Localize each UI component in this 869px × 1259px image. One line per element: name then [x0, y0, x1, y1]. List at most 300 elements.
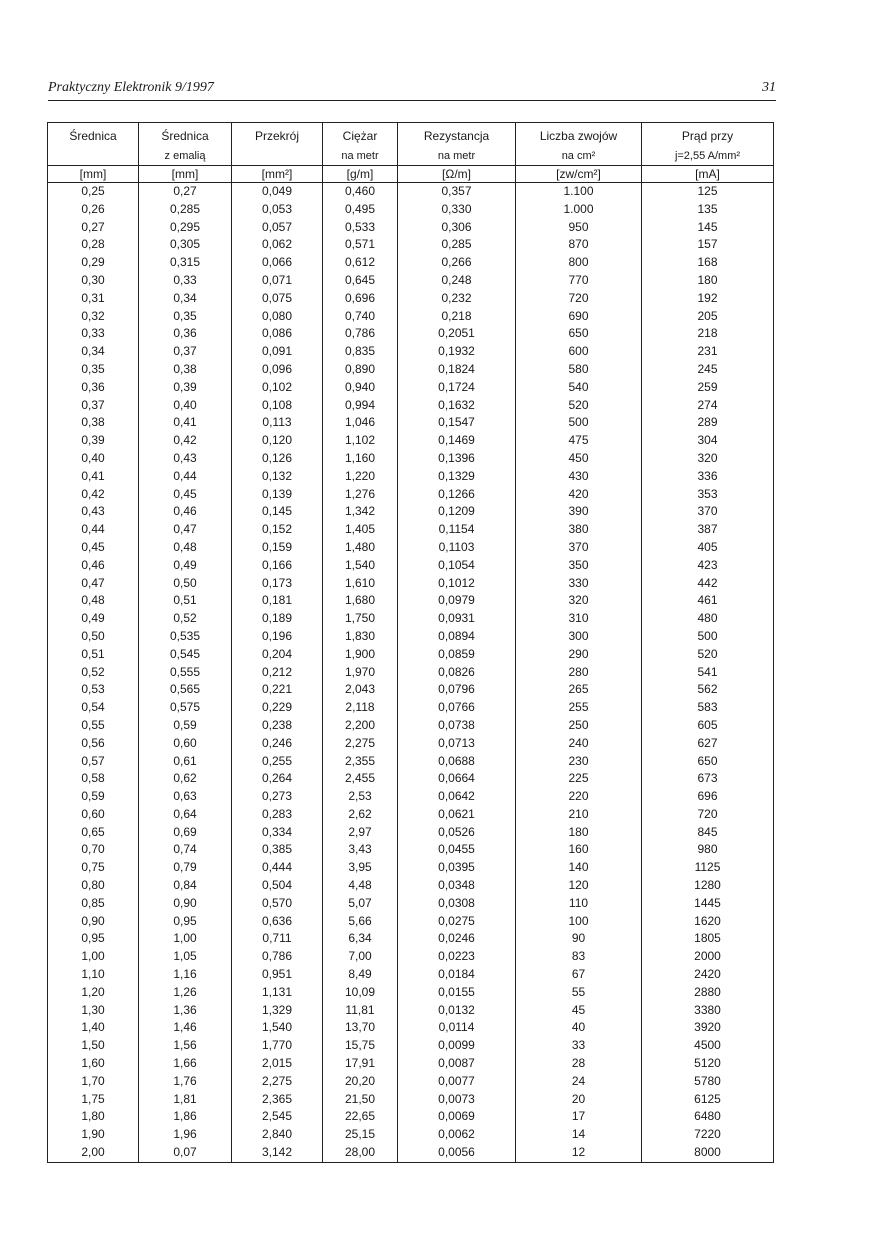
table-cell: 22,65 [323, 1108, 398, 1126]
table-cell: 245 [642, 361, 774, 379]
table-cell: 0,1932 [398, 343, 516, 361]
table-cell: 1,131 [232, 984, 323, 1002]
table-cell: 0,60 [139, 735, 232, 753]
table-cell: 0,166 [232, 557, 323, 575]
table-cell: 0,40 [81, 450, 105, 465]
table-cell: 0,0069 [398, 1108, 516, 1126]
col-title: Liczba zwojów [516, 123, 642, 150]
col-subtitle [48, 149, 139, 166]
table-cell: 17,91 [323, 1055, 398, 1073]
table-cell: 0,786 [323, 325, 398, 343]
table-cell: 0,56 [81, 735, 105, 750]
table-cell: 0,152 [232, 521, 323, 539]
table-cell: 0,132 [232, 468, 323, 486]
table-cell: 3380 [642, 1002, 774, 1020]
table-cell: 0,696 [323, 290, 398, 308]
table-cell: 2,200 [323, 717, 398, 735]
table-cell: 0,37 [139, 343, 232, 361]
table-cell: 274 [642, 397, 774, 415]
table-row [48, 325, 774, 343]
table-cell: 0,1103 [398, 539, 516, 557]
table-cell: 690 [516, 308, 642, 326]
table-cell: 0,57 [81, 753, 105, 768]
table-cell: 180 [642, 272, 774, 290]
table-cell: 0,385 [232, 841, 323, 859]
table-cell: 1,80 [81, 1109, 105, 1124]
table-cell: 120 [516, 877, 642, 895]
table-cell: 0,1547 [398, 414, 516, 432]
table-cell: 0,0894 [398, 628, 516, 646]
table-cell: 1,75 [81, 1091, 105, 1106]
table-cell: 0,0184 [398, 966, 516, 984]
table-row [48, 379, 774, 397]
table-cell: 430 [516, 468, 642, 486]
table-cell: 0,29 [81, 255, 105, 270]
table-cell: 205 [642, 308, 774, 326]
table-cell: 13,70 [323, 1019, 398, 1037]
table-cell: 0,951 [232, 966, 323, 984]
col-subtitle: na cm² [516, 149, 642, 166]
table-cell: 0,555 [139, 664, 232, 682]
table-cell: 0,305 [139, 236, 232, 254]
table-cell: 0,285 [398, 236, 516, 254]
col-subtitle: j=2,55 A/mm² [642, 149, 774, 166]
table-cell: 0,75 [81, 860, 105, 875]
table-cell: 1,970 [323, 664, 398, 682]
table-row [48, 717, 774, 735]
table-cell: 3920 [642, 1019, 774, 1037]
table-cell: 1,20 [81, 984, 105, 999]
table-row [48, 913, 774, 931]
table-cell: 1,70 [81, 1073, 105, 1088]
table-cell: 0,145 [232, 503, 323, 521]
table-row [48, 1002, 774, 1020]
table-cell: 0,232 [398, 290, 516, 308]
table-cell: 0,0073 [398, 1091, 516, 1109]
table-cell: 1,86 [139, 1108, 232, 1126]
table-cell: 320 [642, 450, 774, 468]
table-cell: 0,26 [81, 201, 105, 216]
table-cell: 0,35 [139, 308, 232, 326]
table-cell: 230 [516, 753, 642, 771]
table-cell: 2,53 [323, 788, 398, 806]
header-row-subtitles [48, 149, 774, 166]
table-cell: 0,0077 [398, 1073, 516, 1091]
table-cell: 1,90 [81, 1127, 105, 1142]
table-row [48, 699, 774, 717]
table-cell: 1,96 [139, 1126, 232, 1144]
table-cell: 210 [516, 806, 642, 824]
table-row [48, 1037, 774, 1055]
table-cell: 1,10 [81, 967, 105, 982]
table-cell: 0,62 [139, 770, 232, 788]
table-cell: 1,56 [139, 1037, 232, 1055]
table-cell: 562 [642, 681, 774, 699]
table-cell: 218 [642, 325, 774, 343]
table-cell: 3,142 [232, 1144, 323, 1162]
table-row [48, 432, 774, 450]
table-cell: 0,0062 [398, 1126, 516, 1144]
table-cell: 1,680 [323, 592, 398, 610]
table-body [48, 183, 774, 1163]
table-cell: 770 [516, 272, 642, 290]
table-cell: 1,540 [232, 1019, 323, 1037]
table-row [48, 290, 774, 308]
table-cell: 0,27 [139, 183, 232, 201]
table-cell: 0,41 [81, 468, 105, 483]
table-cell: 220 [516, 788, 642, 806]
table-cell: 1,16 [139, 966, 232, 984]
table-cell: 55 [516, 984, 642, 1002]
col-title: Rezystancja [398, 123, 516, 150]
table-cell: 0,196 [232, 628, 323, 646]
table-cell: 0,173 [232, 575, 323, 593]
table-cell: 673 [642, 770, 774, 788]
table-cell: 0,33 [81, 326, 105, 341]
table-cell: 0,740 [323, 308, 398, 326]
table-cell: 0,460 [323, 183, 398, 201]
table-cell: 0,43 [81, 504, 105, 519]
table-cell: 0,44 [81, 522, 105, 537]
table-cell: 0,64 [139, 806, 232, 824]
table-cell: 0,1012 [398, 575, 516, 593]
table-cell: 0,44 [139, 468, 232, 486]
table-cell: 0,0713 [398, 735, 516, 753]
table-cell: 520 [516, 397, 642, 415]
table-cell: 2,275 [323, 735, 398, 753]
table-cell: 423 [642, 557, 774, 575]
table-cell: 1,60 [81, 1056, 105, 1071]
table-cell: 2,62 [323, 806, 398, 824]
table-cell: 304 [642, 432, 774, 450]
table-cell: 0,711 [232, 930, 323, 948]
table-cell: 0,1266 [398, 486, 516, 504]
table-cell: 0,49 [81, 611, 105, 626]
table-cell: 540 [516, 379, 642, 397]
table-cell: 2,455 [323, 770, 398, 788]
table-cell: 0,108 [232, 397, 323, 415]
table-cell: 83 [516, 948, 642, 966]
table-cell: 0,0155 [398, 984, 516, 1002]
table-cell: 0,495 [323, 201, 398, 219]
table-row [48, 557, 774, 575]
table-row [48, 753, 774, 771]
table-cell: 353 [642, 486, 774, 504]
header-row-units [48, 166, 774, 183]
table-cell: 6125 [642, 1091, 774, 1109]
table-cell: 1,102 [323, 432, 398, 450]
table-cell: 1,750 [323, 610, 398, 628]
table-cell: 0,48 [139, 539, 232, 557]
table-cell: 0,315 [139, 254, 232, 272]
table-cell: 1,40 [81, 1020, 105, 1035]
table-cell: 0,51 [139, 592, 232, 610]
wire-table [47, 122, 774, 1163]
table-cell: 583 [642, 699, 774, 717]
table-cell: 370 [516, 539, 642, 557]
table-cell: 0,1724 [398, 379, 516, 397]
table-cell: 2,015 [232, 1055, 323, 1073]
table-cell: 3,95 [323, 859, 398, 877]
table-cell: 180 [516, 824, 642, 842]
table-cell: 0,39 [81, 433, 105, 448]
table-cell: 7220 [642, 1126, 774, 1144]
table-row [48, 735, 774, 753]
col-unit: [mm²] [232, 166, 323, 183]
table-cell: 0,645 [323, 272, 398, 290]
table-cell: 0,159 [232, 539, 323, 557]
table-cell: 0,74 [139, 841, 232, 859]
table-cell: 290 [516, 646, 642, 664]
table-cell: 0,612 [323, 254, 398, 272]
table-cell: 0,212 [232, 664, 323, 682]
table-cell: 0,53 [81, 682, 105, 697]
table-row [48, 1091, 774, 1109]
table-cell: 1620 [642, 913, 774, 931]
table-cell: 168 [642, 254, 774, 272]
table-cell: 0,053 [232, 201, 323, 219]
table-cell: 0,30 [81, 272, 105, 287]
table-cell: 265 [516, 681, 642, 699]
table-cell: 0,080 [232, 308, 323, 326]
table-cell: 0,126 [232, 450, 323, 468]
table-row [48, 592, 774, 610]
table-cell: 845 [642, 824, 774, 842]
table-cell: 0,41 [139, 414, 232, 432]
table-cell: 67 [516, 966, 642, 984]
table-cell: 450 [516, 450, 642, 468]
table-cell: 4500 [642, 1037, 774, 1055]
table-cell: 0,285 [139, 201, 232, 219]
table-cell: 627 [642, 735, 774, 753]
table-cell: 0,096 [232, 361, 323, 379]
table-cell: 1,36 [139, 1002, 232, 1020]
col-title: Prąd przy [642, 123, 774, 150]
table-cell: 0,60 [81, 806, 105, 821]
col-unit: [mm] [48, 166, 139, 183]
table-cell: 140 [516, 859, 642, 877]
table-cell: 20 [516, 1091, 642, 1109]
col-subtitle: na metr [398, 149, 516, 166]
table-cell: 1.100 [516, 183, 642, 201]
table-cell: 336 [642, 468, 774, 486]
table-row [48, 503, 774, 521]
table-cell: 0,28 [81, 237, 105, 252]
table-cell: 0,246 [232, 735, 323, 753]
table-cell: 0,0099 [398, 1037, 516, 1055]
table-cell: 2,00 [81, 1145, 105, 1160]
table-cell: 0,36 [139, 325, 232, 343]
table-cell: 0,218 [398, 308, 516, 326]
table-cell: 0,95 [81, 931, 105, 946]
table-cell: 0,46 [81, 557, 105, 572]
table-row [48, 343, 774, 361]
table-cell: 0,545 [139, 646, 232, 664]
table-cell: 250 [516, 717, 642, 735]
table-cell: 1,540 [323, 557, 398, 575]
table-cell: 320 [516, 592, 642, 610]
table-row [48, 272, 774, 290]
table-cell: 0,43 [139, 450, 232, 468]
table-cell: 1,480 [323, 539, 398, 557]
table-cell: 0,229 [232, 699, 323, 717]
table-cell: 0,0642 [398, 788, 516, 806]
table-cell: 10,09 [323, 984, 398, 1002]
table-cell: 0,45 [81, 539, 105, 554]
table-cell: 0,062 [232, 236, 323, 254]
table-cell: 370 [642, 503, 774, 521]
table-cell: 0,071 [232, 272, 323, 290]
running-head [48, 80, 776, 101]
table-cell: 0,273 [232, 788, 323, 806]
table-cell: 0,34 [81, 344, 105, 359]
table-row [48, 397, 774, 415]
table-cell: 0,54 [81, 700, 105, 715]
table-cell: 157 [642, 236, 774, 254]
table-cell: 125 [642, 183, 774, 201]
table-cell: 0,0223 [398, 948, 516, 966]
table-cell: 0,61 [139, 753, 232, 771]
table-cell: 1,046 [323, 414, 398, 432]
table-cell: 45 [516, 1002, 642, 1020]
table-cell: 14 [516, 1126, 642, 1144]
table-cell: 0,25 [81, 184, 105, 198]
table-cell: 420 [516, 486, 642, 504]
table-cell: 0,0246 [398, 930, 516, 948]
table-cell: 0,69 [139, 824, 232, 842]
table-cell: 650 [516, 325, 642, 343]
table-cell: 0,113 [232, 414, 323, 432]
table-cell: 1,900 [323, 646, 398, 664]
table-cell: 600 [516, 343, 642, 361]
table-cell: 0,42 [81, 486, 105, 501]
table-cell: 0,575 [139, 699, 232, 717]
table-cell: 720 [642, 806, 774, 824]
col-unit: [mm] [139, 166, 232, 183]
table-cell: 21,50 [323, 1091, 398, 1109]
table-cell: 0,47 [139, 521, 232, 539]
table-cell: 0,48 [81, 593, 105, 608]
table-cell: 1,76 [139, 1073, 232, 1091]
table-cell: 0,248 [398, 272, 516, 290]
table-cell: 289 [642, 414, 774, 432]
table-cell: 0,295 [139, 219, 232, 237]
table-row [48, 930, 774, 948]
table-cell: 0,37 [81, 397, 105, 412]
table-cell: 0,1469 [398, 432, 516, 450]
table-cell: 0,35 [81, 361, 105, 376]
table-cell: 145 [642, 219, 774, 237]
table-cell: 2,97 [323, 824, 398, 842]
table-cell: 2,043 [323, 681, 398, 699]
table-cell: 0,33 [139, 272, 232, 290]
table-cell: 1,220 [323, 468, 398, 486]
table-cell: 442 [642, 575, 774, 593]
table-cell: 350 [516, 557, 642, 575]
table-row [48, 1019, 774, 1037]
table-row [48, 1126, 774, 1144]
table-cell: 7,00 [323, 948, 398, 966]
table-cell: 461 [642, 592, 774, 610]
table-cell: 5780 [642, 1073, 774, 1091]
table-cell: 0,181 [232, 592, 323, 610]
table-row [48, 770, 774, 788]
table-cell: 541 [642, 664, 774, 682]
table-cell: 1,00 [139, 930, 232, 948]
table-cell: 8000 [642, 1144, 774, 1162]
table-cell: 0,0766 [398, 699, 516, 717]
table-cell: 255 [516, 699, 642, 717]
table-cell: 500 [516, 414, 642, 432]
table-row [48, 1073, 774, 1091]
table-cell: 0,36 [81, 379, 105, 394]
table-cell: 0,59 [81, 789, 105, 804]
table-row [48, 895, 774, 913]
table-row [48, 1144, 774, 1162]
table-cell: 1,610 [323, 575, 398, 593]
table-cell: 20,20 [323, 1073, 398, 1091]
table-cell: 1,276 [323, 486, 398, 504]
table-row [48, 1108, 774, 1126]
table-cell: 0,31 [81, 290, 105, 305]
table-cell: 310 [516, 610, 642, 628]
table-cell: 0,0455 [398, 841, 516, 859]
table-cell: 1,405 [323, 521, 398, 539]
table-cell: 0,255 [232, 753, 323, 771]
table-row [48, 486, 774, 504]
table-cell: 0,90 [81, 913, 105, 928]
table-cell: 160 [516, 841, 642, 859]
table-row [48, 468, 774, 486]
table-row [48, 664, 774, 682]
table-cell: 0,84 [139, 877, 232, 895]
table-cell: 0,0979 [398, 592, 516, 610]
table-cell: 0,95 [139, 913, 232, 931]
table-cell: 0,189 [232, 610, 323, 628]
table-cell: 5120 [642, 1055, 774, 1073]
table-row [48, 414, 774, 432]
table-row [48, 788, 774, 806]
table-cell: 0,535 [139, 628, 232, 646]
table-cell: 1,30 [81, 1002, 105, 1017]
table-row [48, 183, 774, 201]
table-cell: 390 [516, 503, 642, 521]
col-unit: [Ω/m] [398, 166, 516, 183]
table-cell: 11,81 [323, 1002, 398, 1020]
table-cell: 1,342 [323, 503, 398, 521]
table-cell: 1,05 [139, 948, 232, 966]
table-cell: 0,565 [139, 681, 232, 699]
page-number: 31 [762, 80, 776, 95]
table-cell: 225 [516, 770, 642, 788]
table-row [48, 308, 774, 326]
table-cell: 720 [516, 290, 642, 308]
table-cell: 1,66 [139, 1055, 232, 1073]
table-cell: 0,42 [139, 432, 232, 450]
table-cell: 0,40 [139, 397, 232, 415]
table-cell: 192 [642, 290, 774, 308]
table-cell: 0,1632 [398, 397, 516, 415]
table-cell: 1125 [642, 859, 774, 877]
table-row [48, 948, 774, 966]
table-cell: 0,65 [81, 824, 105, 839]
table-row [48, 681, 774, 699]
table-cell: 696 [642, 788, 774, 806]
table-cell: 0,46 [139, 503, 232, 521]
table-cell: 0,1329 [398, 468, 516, 486]
col-unit: [mA] [642, 166, 774, 183]
table-cell: 0,0132 [398, 1002, 516, 1020]
